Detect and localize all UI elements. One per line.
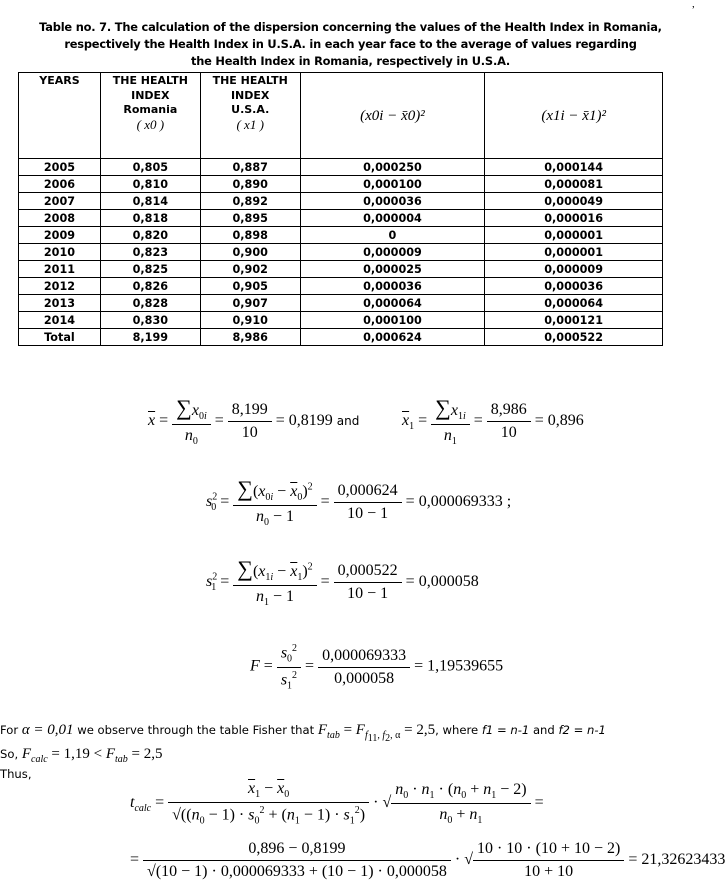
table-cell: 0,823 [100, 244, 200, 261]
table-cell: 0,818 [100, 210, 200, 227]
header-deviation-usa: (x1i − x̄1)² [485, 73, 663, 159]
thus-word: Thus, [0, 767, 32, 781]
mean-usa-denominator: 10 [500, 423, 517, 441]
table-cell: 0,000100 [300, 312, 485, 329]
t-calc-general-formula: $t_{calc}$ = $\frac{x_1 - x_0}{√((n_0 - 1) \cdot s_0^2 + (n_1 - 1) \cdot s_1^2)}$ · √ $\frac{n_0 \cdot n_1 \cdot (n_0 + n_1 - 2)}{n_0 + n_1}$ = [130, 780, 544, 827]
table-cell: 0,000036 [300, 193, 485, 210]
mean-romania-denominator: 10 [241, 423, 258, 441]
table-cell: 0,000624 [300, 329, 485, 346]
table-cell: 0,000522 [485, 329, 663, 346]
variance-romania-numerator: 0,000624 [334, 482, 402, 503]
t-calc-numeric-formula: = $\frac{0,896 - 0,8199}{√(10 - 1) \cdot 0,000069333 + (10 - 1) \cdot 0,000058}$ · √ $\frac{10 \cdot 10 \cdot (10 + 10 - 2)}{10 + 10}$ = 21,32623433 [130, 840, 725, 880]
variance-romania-end: ; [506, 492, 512, 510]
table-cell: 0,000081 [485, 176, 663, 193]
table-row [19, 159, 663, 176]
alpha-value: α = 0,01 [21, 722, 74, 738]
table-cell: 0,000064 [485, 295, 663, 312]
table-cell: 0,895 [200, 210, 300, 227]
variance-usa-formula: $s^2_1$ = $\frac{\sum(x_{1i} - x_1)^2}{n_1 - 1}$ = $\frac{0,000522}{10 - 1}$ = 0,000058 [206, 556, 479, 609]
table-row [19, 295, 663, 312]
page-corner-mark: , [692, 0, 695, 10]
header-years: YEARS [19, 73, 101, 159]
t-result: = 21,32623433 [628, 851, 725, 869]
table-cell: 0,000009 [300, 244, 485, 261]
table-cell: 0,826 [100, 278, 200, 295]
variance-romania-value: = 0,000069333 [405, 492, 503, 510]
table-row [19, 176, 663, 193]
table-cell: 0,000250 [300, 159, 485, 176]
table-cell: 0,910 [200, 312, 300, 329]
header-romania-symbol: ( x0 ) [136, 116, 165, 132]
table-cell: 0,000100 [300, 176, 485, 193]
header-romania [100, 73, 200, 159]
header-usa-line-1: THE HEALTH [212, 74, 288, 87]
fisher-text: we observe through the table Fisher that [77, 723, 315, 737]
table-cell: 0,000144 [485, 159, 663, 176]
table-cell: 0,828 [100, 295, 200, 312]
header-usa-symbol: ( x1 ) [236, 116, 264, 132]
table-row [19, 244, 663, 261]
ftab-compare-value: = 2,5 [131, 746, 163, 762]
table-cell: 0,898 [200, 227, 300, 244]
table-cell: 8,986 [200, 329, 300, 346]
variance-usa-numerator: 0,000522 [334, 562, 402, 583]
and-text: and [532, 723, 555, 737]
so-line: So, $F_{calc} = 1,19 < F_{tab} = 2,5$ [0, 746, 163, 765]
table-cell: 2009 [19, 227, 101, 244]
mean-usa-value: = 0,896 [534, 411, 584, 429]
t-numerator: 0,896 − 0,8199 [143, 840, 451, 861]
table-cell: 2005 [19, 159, 101, 176]
table-cell: 0,820 [100, 227, 200, 244]
table-row [19, 193, 663, 210]
table-cell: 2013 [19, 295, 101, 312]
mean-romania-value: = 0,8199 [275, 411, 333, 429]
f2-definition: f2 = n-1 [558, 723, 606, 737]
table-row [19, 210, 663, 227]
f1-definition: f1 = n-1 [481, 723, 530, 737]
header-usa [200, 73, 300, 159]
table-cell: 0,902 [200, 261, 300, 278]
table-cell: 8,199 [100, 329, 200, 346]
table-row [19, 278, 663, 295]
table-row [19, 312, 663, 329]
f-denominator: 0,000058 [334, 669, 395, 687]
table-cell: Total [19, 329, 101, 346]
f-value: = 1,19539655 [414, 657, 504, 675]
table-cell: 0,000121 [485, 312, 663, 329]
table-total-row [19, 329, 663, 346]
table-cell: 0,900 [200, 244, 300, 261]
t-sqrt-numerator: 10 · 10 · (10 + 10 − 2) [473, 840, 624, 861]
variance-romania-denominator: 10 − 1 [347, 504, 389, 522]
mean-usa-formula: $x_1$ = $\frac{\sum x_{1i}}{n_1}$ = $\frac{8,986}{10}$ = 0,896 [402, 395, 584, 448]
table-cell: 2007 [19, 193, 101, 210]
where-text: , where [435, 723, 479, 737]
variance-usa-denominator: 10 − 1 [347, 584, 389, 602]
table-cell: 2012 [19, 278, 101, 295]
table-cell: 2014 [19, 312, 101, 329]
ftab-value: = 2,5 [404, 722, 436, 738]
and-word: and [336, 413, 360, 428]
table-header-row [19, 73, 663, 159]
table-cell: 2010 [19, 244, 101, 261]
table-cell: 0 [300, 227, 485, 244]
table-cell: 0,907 [200, 295, 300, 312]
title-line-2: respectively the Health Index in U.S.A. in each year face to the average of values regarding [64, 37, 637, 51]
header-romania-line-1: THE HEALTH [112, 74, 188, 87]
table-cell: 0,825 [100, 261, 200, 278]
title-line-3: the Health Index in Romania, respectively in U.S.A. [190, 54, 511, 68]
table-cell: 2006 [19, 176, 101, 193]
table-cell: 0,000009 [485, 261, 663, 278]
table-cell: 0,887 [200, 159, 300, 176]
header-usa-line-2: INDEX [230, 88, 270, 102]
table-cell: 0,810 [100, 176, 200, 193]
table-cell: 2008 [19, 210, 101, 227]
table-row [19, 261, 663, 278]
variance-usa-value: = 0,000058 [405, 572, 479, 590]
table-cell: 2011 [19, 261, 101, 278]
table-cell: 0,000016 [485, 210, 663, 227]
table-cell: 0,000001 [485, 244, 663, 261]
so-word: So, [0, 747, 19, 761]
title-line-1: Table no. 7. The calculation of the dispersion concerning the values of the Health Index in Romania, [39, 20, 662, 34]
t-denominator: (10 − 1) · 0,000069333 + (10 − 1) · 0,000058 [155, 863, 447, 880]
mean-romania-formula: x = $\frac{\sum x_{0i}}{n_0}$ = $\frac{8,199}{10}$ = 0,8199 and [148, 395, 360, 448]
header-deviation-romania: (x0i − x̄0)² [300, 73, 485, 159]
table-cell: 0,890 [200, 176, 300, 193]
fisher-line: For α = 0,01 we observe through the table Fisher that $F_{tab} = F_{f_{11}, f_2, \alpha} = 2,5$, where f1 = n-1 and f2 = n-1 [0, 722, 606, 744]
f-statistic-formula: F = $\frac{s_0^2}{s_1^2}$ = $\frac{0,000069333}{0,000058}$ = 1,19539655 [250, 643, 504, 692]
mean-usa-numerator: 8,986 [487, 401, 531, 422]
table-cell: 0,000025 [300, 261, 485, 278]
header-romania-line-3: Romania [123, 103, 178, 116]
table-row [19, 227, 663, 244]
mean-romania-numerator: 8,199 [228, 401, 272, 422]
table-cell: 0,000064 [300, 295, 485, 312]
table-cell: 0,892 [200, 193, 300, 210]
table-cell: 0,905 [200, 278, 300, 295]
variance-romania-formula: $s^2_0$ = $\frac{\sum(x_{0i} - x_0)^2}{n_0 - 1}$ = $\frac{0,000624}{10 - 1}$ = 0,000069333 ; [206, 476, 512, 529]
for-prefix: For [0, 723, 19, 737]
table-cell: 0,000036 [300, 278, 485, 295]
fcalc-value: = 1,19 < [51, 746, 103, 762]
f-numerator: 0,000069333 [318, 647, 410, 668]
table-cell: 0,000049 [485, 193, 663, 210]
table-cell: 0,805 [100, 159, 200, 176]
table-cell: 0,814 [100, 193, 200, 210]
header-usa-line-3: U.S.A. [231, 103, 270, 116]
table-cell: 0,000004 [300, 210, 485, 227]
dispersion-table [18, 72, 663, 346]
header-romania-line-2: INDEX [131, 88, 170, 102]
table-cell: 0,830 [100, 312, 200, 329]
table-cell: 0,000001 [485, 227, 663, 244]
table-cell: 0,000036 [485, 278, 663, 295]
t-sqrt-denominator: 10 + 10 [524, 863, 574, 880]
